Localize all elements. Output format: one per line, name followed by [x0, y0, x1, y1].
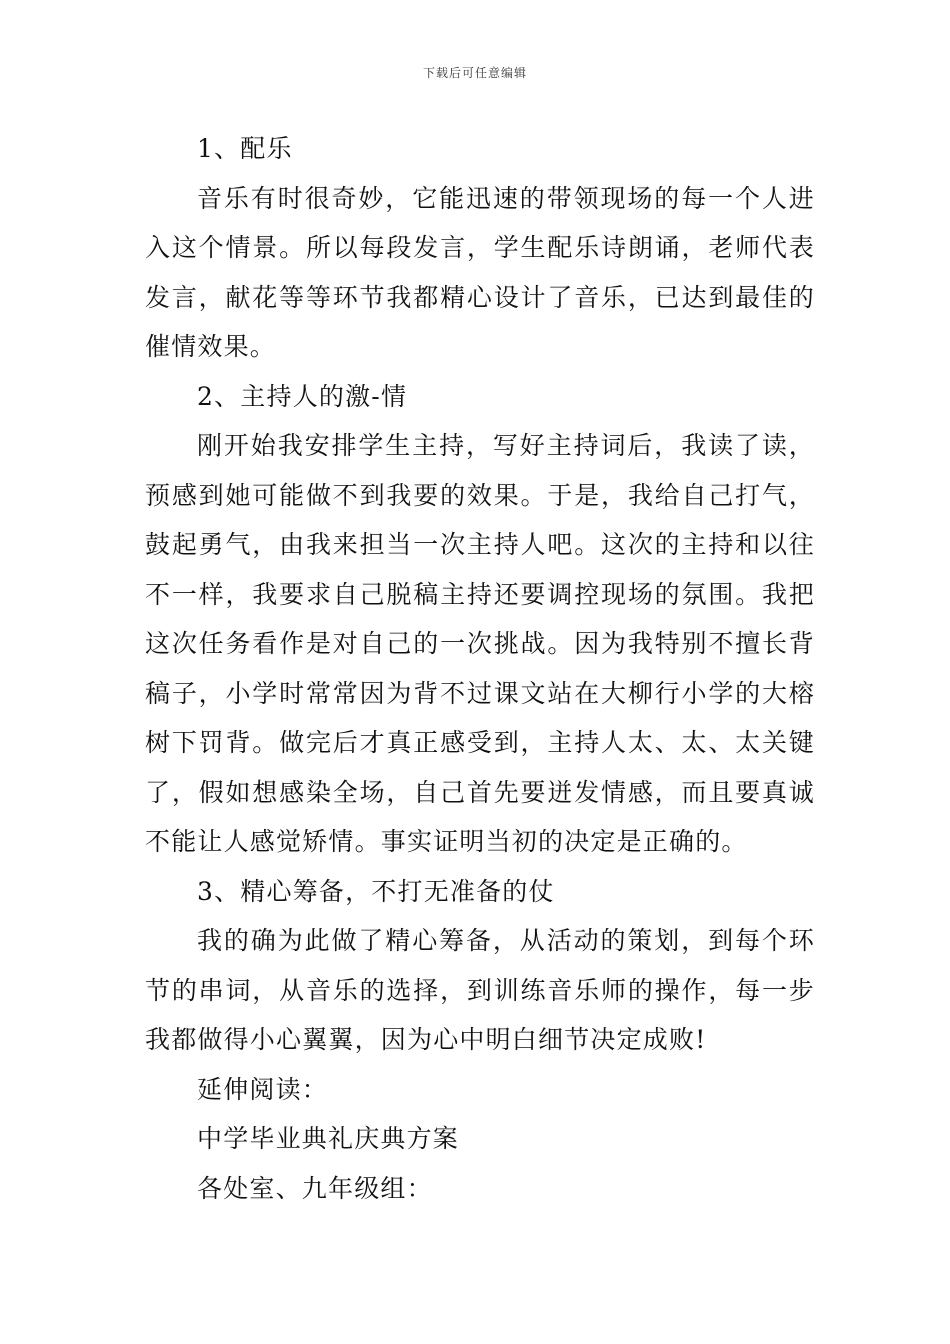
addressee-line: 各处室、九年级组：	[197, 1173, 433, 1203]
extended-reading-title: 中学毕业典礼庆典方案	[197, 1124, 460, 1153]
paragraph-preparation: 我的确为此做了精心筹备，从活动的策划，到每个环节的串词，从音乐的选择，到训练音乐师的操作，每一步我都做得小心翼翼，因为心中明白细节决定成败!	[145, 926, 815, 1054]
section-heading-preparation: 3、精心筹备，不打无准备的仗	[197, 876, 555, 906]
section-heading-music: 1、配乐	[197, 134, 293, 163]
extended-reading-label: 延伸阅读：	[197, 1074, 329, 1104]
paragraph-host: 刚开始我安排学生主持，写好主持词后，我读了读，预感到她可能做不到我要的效果。于是，我给自己打气，鼓起勇气，由我来担当一次主持人吧。这次的主持和以往不一样，我要求自己脱稿主持还要调控现场的氛围。我把这次任务看作是对自己的一次挑战。因为我特别不擅长背稿子，小学时常常因为背不过课文站在大柳行小学的大榕树下罚背。做完后才真正感受到，主持人太、太、太关键了，假如想感染全场，自己首先要迸发情感，而且要真诚不能让人感觉矫情。事实证明当初的决定是正确的。	[145, 431, 815, 856]
page-header: 下载后可任意编辑	[422, 66, 527, 80]
section-heading-host: 2、主持人的激-情	[197, 381, 408, 411]
paragraph-music: 音乐有时很奇妙，它能迅速的带领现场的每一个人进入这个情景。所以每段发言，学生配乐诗朗诵，老师代表发言，献花等等环节我都精心设计了音乐，已达到最佳的催情效果。	[145, 183, 815, 361]
document-body	[145, 124, 815, 1213]
